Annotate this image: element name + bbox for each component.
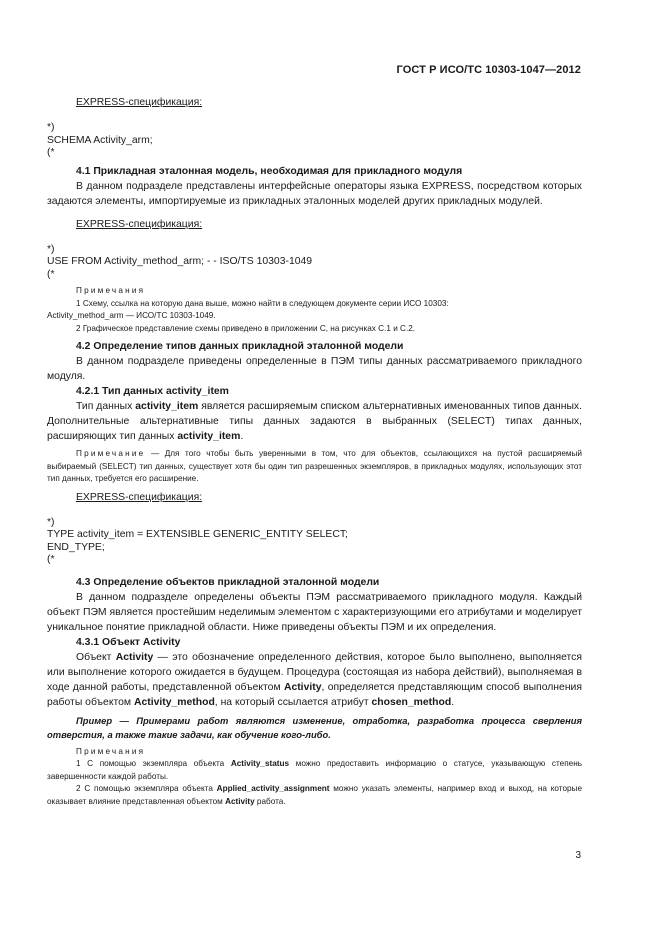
paragraph: В данном подразделе приведены определенные в ПЭМ типы данных рассматриваемого прикладного модуля. bbox=[47, 356, 582, 382]
page-content bbox=[47, 95, 582, 808]
paragraph: В данном подразделе определены объекты ПЭМ рассматриваемого прикладного модуля. Каждый объект ПЭМ является простейшим неделимым элементом с характеризующими его атрибутами и моделирует уникальное понятие прикладной области. Ниже приведены объекты ПЭМ и их определения. bbox=[47, 591, 582, 633]
notes-title: Примечания bbox=[76, 746, 146, 756]
code-line: *) bbox=[47, 122, 55, 133]
paragraph: В данном подразделе представлены интерфейсные операторы языка EXPRESS, посредством которых задаются элементы, импортируемые из прикладных эталонных моделей других прикладных модулей. bbox=[47, 180, 582, 207]
note-item: 1 С помощью экземпляра объекта Activity_status можно предоставить информацию о статусе, указывающую степень завершенности каждой работы. bbox=[47, 759, 582, 781]
note-item: 2 С помощью экземпляра объекта Applied_activity_assignment можно указать элементы, например вход и выход, на которые оказывает влияние представленная объектом Activity работа. bbox=[47, 784, 582, 806]
section-heading: 4.2 Определение типов данных прикладной эталонной модели bbox=[76, 341, 404, 352]
paragraph: Тип данных activity_item является расширяемым списком альтернативных именованных типов данных. Дополнительные альтернативные типы данных задаются в выбранных (SELECT) типах данных, расширяющих тип данных activity_item. bbox=[47, 401, 583, 442]
express-label: EXPRESS-спецификация: bbox=[76, 218, 203, 230]
code-line: *) bbox=[47, 243, 55, 255]
page-number: 3 bbox=[575, 850, 581, 861]
note: Примечание — Для того чтобы быть уверенными в том, что для объектов, ссылающихся на пустой расширяемый выбираемый (SELECT) тип данных, существует хотя бы один тип разрешенных экземпляров, в прикладных модулях, использующих этот тип данных, требуется его расширение. bbox=[47, 449, 582, 483]
code-line: (* bbox=[47, 147, 55, 158]
code-line: USE FROM Activity_method_arm; - - ISO/TS 10303-1049 bbox=[47, 256, 313, 267]
section-heading: 4.1 Прикладная эталонная модель, необходимая для прикладного модуля bbox=[76, 165, 463, 177]
code-line: END_TYPE; bbox=[47, 541, 105, 553]
notes-title: Примечания bbox=[76, 286, 146, 295]
code-line: (* bbox=[47, 268, 55, 280]
code-line: *) bbox=[47, 516, 55, 528]
code-line: (* bbox=[47, 554, 55, 565]
example: Пример — Примерами работ являются изменение, отработка, разработка процесса сверления отверстия, а также такие задачи, как обучение кого-либо. bbox=[47, 714, 582, 740]
express-label: EXPRESS-спецификация: bbox=[76, 97, 203, 108]
subsection-heading: 4.2.1 Тип данных activity_item bbox=[76, 386, 229, 397]
note-item: 2 Графическое представление схемы приведено в приложении С, на рисунках С.1 и С.2. bbox=[76, 323, 416, 333]
express-label: EXPRESS-спецификация: bbox=[76, 491, 203, 503]
code-line: TYPE activity_item = EXTENSIBLE GENERIC_ENTITY SELECT; bbox=[47, 529, 348, 540]
section-heading: 4.3 Определение объектов прикладной эталонной модели bbox=[76, 576, 380, 588]
note-item: Activity_method_arm — ИСО/ТС 10303-1049. bbox=[47, 311, 216, 320]
document-header: ГОСТ Р ИСО/ТС 10303-1047—2012 bbox=[396, 64, 581, 76]
paragraph: Объект Activity — это обозначение определенного действия, которое было выполнено, выполняется или выполнение которого ожидается в будущем. Процедура (состоящая из набора действий), выполняемая в ходе данной работы, представленной объектом Activity, определяется представляющим способ выполнения работы объектом Activity_method, на который ссылается атрибут chosen_method. bbox=[47, 651, 582, 708]
subsection-heading: 4.3.1 Объект Activity bbox=[76, 636, 181, 648]
note-item: 1 Схему, ссылка на которую дана выше, можно найти в следующем документе серии ИСО 10303: bbox=[76, 298, 449, 308]
code-line: SCHEMA Activity_arm; bbox=[47, 134, 153, 146]
